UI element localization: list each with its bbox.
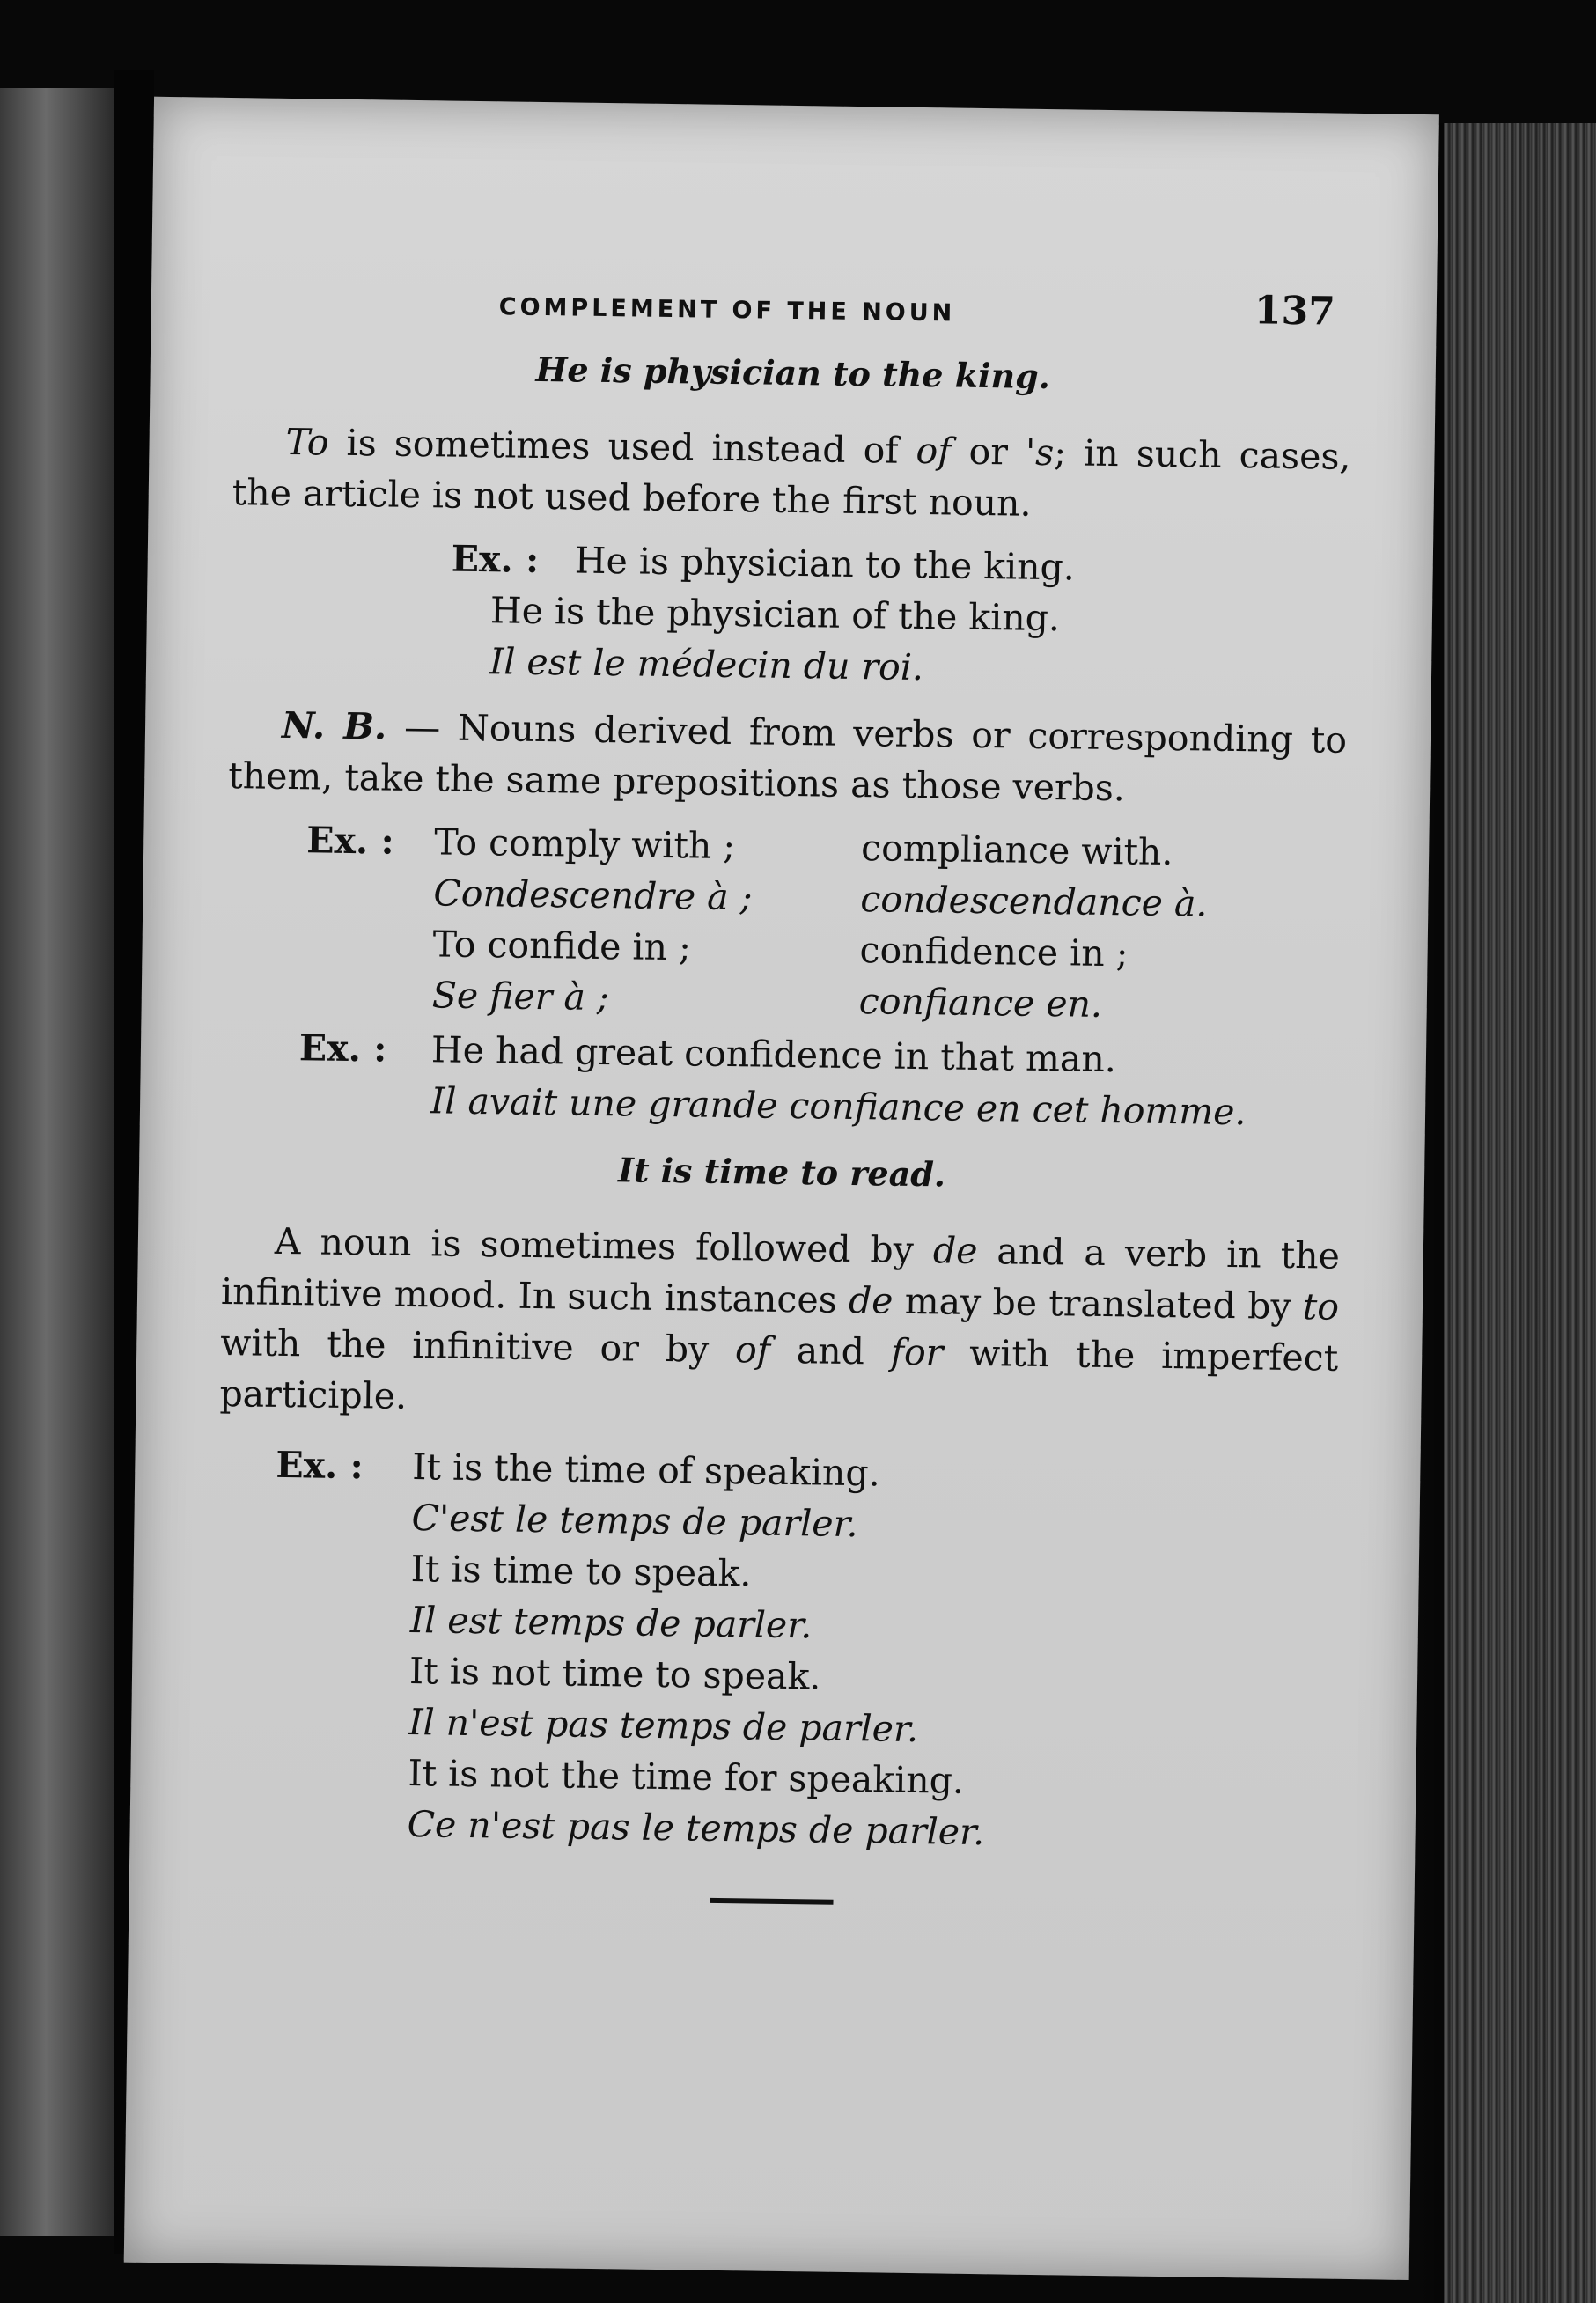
word-for: for xyxy=(890,1330,944,1374)
example-line-french: Il est le médecin du roi. xyxy=(489,640,924,689)
example-line: It is the time of speaking. xyxy=(412,1446,881,1495)
word-de: de xyxy=(932,1229,978,1272)
text-run: with the infinitive or by xyxy=(219,1321,736,1372)
text-run: with the imperfect participle. xyxy=(219,1331,1339,1417)
verb-english: To confide in ; xyxy=(432,923,692,969)
paragraph-1 xyxy=(232,416,1350,533)
text-run: A noun is sometimes followed by xyxy=(274,1219,934,1272)
example-3 xyxy=(224,1021,1342,1139)
page-content xyxy=(213,278,1354,1912)
text-run: and xyxy=(769,1328,892,1373)
text-run: and a verb in the infinitive mood. In such instances xyxy=(220,1229,1341,1321)
example-label: Ex. : xyxy=(298,1026,387,1071)
page-number: 137 xyxy=(1254,288,1336,335)
word-de: de xyxy=(848,1278,894,1322)
example-line-french: Il est temps de parler. xyxy=(409,1599,813,1647)
text-run: is sometimes used instead of xyxy=(328,421,916,472)
example-label: Ex. : xyxy=(276,1443,364,1488)
word-of: of xyxy=(916,429,952,473)
noun-english: confidence in ; xyxy=(859,929,1129,975)
nb-dash: — xyxy=(386,705,459,749)
example-line: He had great confidence in that man. xyxy=(430,1028,1117,1081)
example-line-french: C'est le temps de parler. xyxy=(411,1497,858,1546)
noun-french: condescendance à. xyxy=(860,878,1208,925)
word-of: of xyxy=(734,1328,771,1372)
nota-bene xyxy=(228,699,1347,817)
example-line: He is physician to the king. xyxy=(574,539,1076,589)
text-run: or xyxy=(951,430,1026,474)
example-lines xyxy=(430,1024,1343,1138)
example-line-french: Il n'est pas temps de parler. xyxy=(408,1701,919,1751)
word-to: to xyxy=(1302,1285,1340,1328)
text-run: ; in such cases, the article is not used before the first noun. xyxy=(232,431,1351,525)
end-rule xyxy=(710,1898,833,1905)
book-page xyxy=(124,97,1439,2280)
nb-label: N. B. xyxy=(281,703,387,748)
noun-french: confiance en. xyxy=(858,980,1103,1026)
example-line: It is time to speak. xyxy=(410,1548,752,1595)
text-run: may be translated by xyxy=(893,1279,1304,1328)
example-2-table xyxy=(224,813,1345,1034)
example-line-french: Ce n'est pas le temps de parler. xyxy=(407,1803,985,1854)
word-to: To xyxy=(285,420,329,464)
example-label: Ex. : xyxy=(451,537,540,581)
noun-english: compliance with. xyxy=(860,827,1173,874)
verb-french: Condescendre à ; xyxy=(433,872,753,919)
example-line: It is not the time for speaking. xyxy=(408,1752,965,1802)
example-4 xyxy=(213,1438,1336,1863)
example-lines xyxy=(407,1441,1336,1863)
page-stack-edge xyxy=(1444,123,1596,2303)
word-s: 's xyxy=(1025,430,1055,475)
facing-page-edge xyxy=(0,88,114,2236)
example-line-french: Il avait une grande confiance en cet homme. xyxy=(430,1079,1247,1134)
nb-text: Nouns derived from verbs or corresponding to them, take the same prepositions as those verbs. xyxy=(227,706,1348,810)
section-heading-2: It is time to read. xyxy=(617,1150,946,1195)
running-head-title: COMPLEMENT OF THE NOUN xyxy=(498,293,956,327)
example-line: It is not time to speak. xyxy=(408,1650,821,1698)
example-1 xyxy=(230,530,1350,699)
section-heading-1: He is physician to the king. xyxy=(535,349,1051,397)
example-line: He is the physician of the king. xyxy=(489,589,1061,640)
verb-english: To comply with ; xyxy=(433,820,736,868)
verb-french: Se fier à ; xyxy=(431,974,610,1019)
paragraph-2 xyxy=(219,1215,1340,1435)
example-label: Ex. : xyxy=(305,819,395,863)
